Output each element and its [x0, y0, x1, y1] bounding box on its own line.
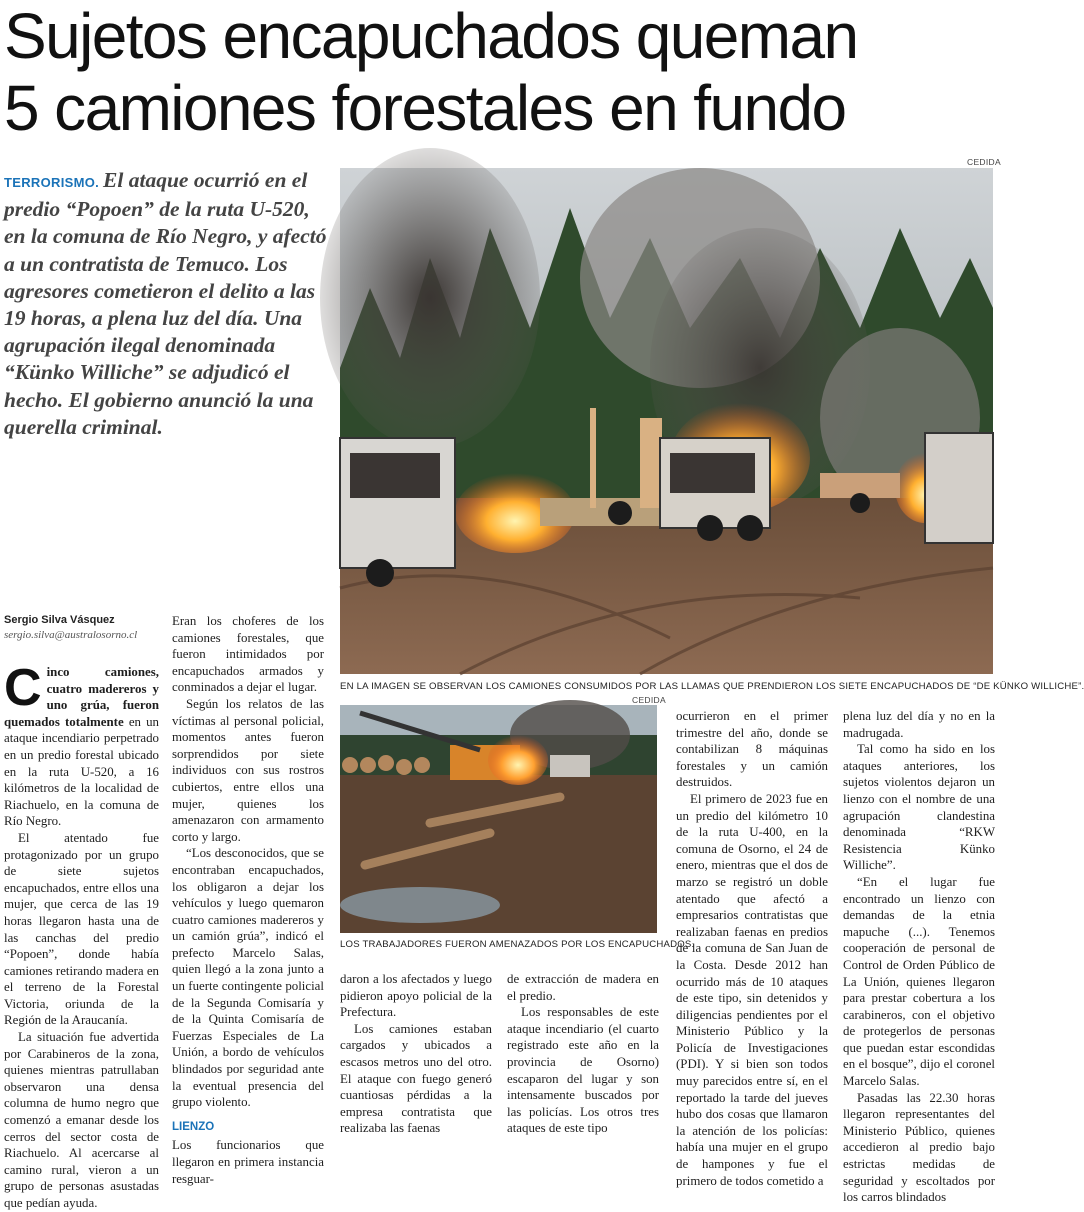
article-paragraph: Los camiones estaban cargados y ubicados a escasos metros uno del otro. El ataque con fuego generó cuantiosas pérdidas a la empresa contratista que realizaba las faenas: [340, 1021, 492, 1136]
article-column-2: [172, 613, 324, 1187]
article-paragraph: de extracción de madera en el predio.: [507, 972, 659, 1003]
article-paragraph: Eran los choferes de los camiones forestales, que fueron intimidados por encapuchados armados y conminados a dejar el lugar.: [172, 614, 324, 695]
article-column-4: [507, 971, 659, 1137]
article-paragraph: Pasadas las 22.30 horas llegaron representantes del Ministerio Público, quienes accedieron al predio bajo estrictas medidas de seguridad y escoltados por los carros blindados: [843, 1090, 995, 1205]
article-paragraph: ocurrieron en el primer trimestre del año, donde se contabilizan 8 máquinas forestales y un camión destruidos.: [676, 709, 828, 790]
author-name: Sergio Silva Vásquez: [4, 614, 115, 626]
byline: [4, 614, 164, 641]
paragraph-text: en un ataque incendiario perpetrado en un predio forestal ubicado en la ruta U-520, a 16 kilómetros de la localidad de Riachuelo, en la comuna de Río Negro.: [4, 714, 159, 829]
secondary-photo: [340, 705, 657, 933]
kicker: TERRORISMO.: [4, 175, 100, 190]
main-photo-caption: EN LA IMAGEN SE OBSERVAN LOS CAMIONES CONSUMIDOS POR LAS LLAMAS QUE PRENDIERON LOS SIETE ENCAPUCHADOS DE “DE KÜNKO WILLICHE”.: [340, 681, 1084, 692]
article-paragraph: Tal como ha sido en los ataques anteriores, los sujetos violentos dejaron un lienzo con el nombre de una agrupación clandestina denominada “RKW Resistencia Künko Williche”.: [843, 742, 995, 873]
article-paragraph: “En el lugar fue encontrado un lienzo con demandas de la etnia mapuche (...). Tenemos cooperación de personal de Control de Orden Público de La Unión, quienes llegaron para prestar cobertura a los carabineros, con el objetivo de protegerlos de personas que puedan estar escondidas en el bosque”, dijo el coronel Marcelo Salas.: [843, 874, 995, 1089]
article-paragraph: [4, 659, 159, 830]
headline-line-1: Sujetos encapuchados queman: [4, 0, 858, 72]
article-column-3: [340, 971, 492, 1137]
article-column-5: [676, 708, 828, 1189]
article-paragraph: Según los relatos de las víctimas al personal policial, momentos antes fueron sorprendidos por siete individuos con sus rostros cubiertos, entre ellos una mujer, quienes los amenazaron con armamento corto y largo.: [172, 696, 324, 844]
main-photo: [340, 168, 993, 674]
article-column-1: [4, 659, 159, 1212]
article-paragraph: El atentado fue protagonizado por un grupo de siete sujetos encapuchados, entre ellos una mujer, que cerca de las 19 horas llegaron hasta una de las canchas del predio “Popoen”, donde había camiones retirando madera en el terreno de la Forestal Victoria, oriunda de la Región de la Araucanía.: [4, 830, 159, 1028]
article-paragraph: La situación fue advertida por Carabineros de la zona, quienes mientras patrullaban observaron una densa columna de humo negro que comenzó a emanar desde los cerros del sector costa de Riachuelo. Al acercarse al camino rural, vieron a un grupo de personas asustadas que pedían ayuda.: [4, 1030, 159, 1210]
article-paragraph: daron a los afectados y luego pidieron apoyo policial de la Prefectura.: [340, 972, 492, 1020]
main-photo-credit: CEDIDA: [967, 157, 1001, 167]
article-column-6: [843, 708, 995, 1206]
secondary-photo-credit: CEDIDA: [632, 695, 666, 705]
lead-paragraph: [4, 167, 330, 441]
article-paragraph: Los funcionarios que llegaron en primera instancia resguar-: [172, 1138, 324, 1186]
article-paragraph: El primero de 2023 fue en un predio del kilómetro 10 de la ruta U-400, en la comuna de Osorno, el 24 de enero, mientras que el dos de marzo se registró un doble atentado que afectó a empresarios contratistas que realizaban faenas en predios de la comuna de San Juan de la Costa. Desde 2012 han ocurrido más de 10 ataques de este tipo, sin detenidos y diligencias pendientes por el Ministerio Público y la Policía de Investigaciones (PDI). Y si bien son todos muy parecidos entre sí, en el reportado la tarde del jueves hubo dos cosas que llamaron la atención de los policías: había una mujer en el grupo de hampones y fue el primero de todos cometido a: [676, 791, 828, 1188]
author-email[interactable]: sergio.silva@australosorno.cl: [4, 629, 138, 641]
article-paragraph: plena luz del día y no en la madrugada.: [843, 709, 995, 740]
article-paragraph: Los responsables de este ataque incendiario (el cuarto registrado este año en la provincia de Osorno) escaparon del lugar y son intensamente buscados por las policías. Los otros tres ataques de este tipo: [507, 1005, 659, 1136]
lead-text: El ataque ocurrió en el predio “Popoen” de la ruta U-520, en la comuna de Río Negro, y afectó a un contratista de Temuco. Los agresores cometieron el delito a las 19 horas, a plena luz del día. Una agrupación ilegal denominada “Künko Williche” se adjudicó el hecho. El gobierno anunció la una querella criminal.: [4, 168, 327, 439]
headline: [4, 0, 994, 144]
secondary-photo-caption: LOS TRABAJADORES FUERON AMENAZADOS POR LOS ENCAPUCHADOS.: [340, 939, 695, 950]
dropcap-letter: C: [4, 659, 42, 717]
article-paragraph: “Los desconocidos, que se encontraban encapuchados, los obligaron a dejar los vehículos y luego quemaron cuatro camiones madereros y un camión grúa”, indicó el prefecto Marcelo Salas, quien llegó a la zona junto a un fuerte contingente policial de la Segunda Comisaría y de la Quinta Comisaría de Fuerzas Especiales de La Unión, a bordo de vehículos blindados por seguridad ante la eventual presencia del grupo violento.: [172, 846, 324, 1110]
section-subhead: LIENZO: [172, 1120, 215, 1133]
headline-line-2: 5 camiones forestales en fundo: [4, 72, 846, 144]
dropcap-lead: inco camiones, cuatro madereros y uno grúa, fueron quemados totalmente: [4, 665, 159, 729]
